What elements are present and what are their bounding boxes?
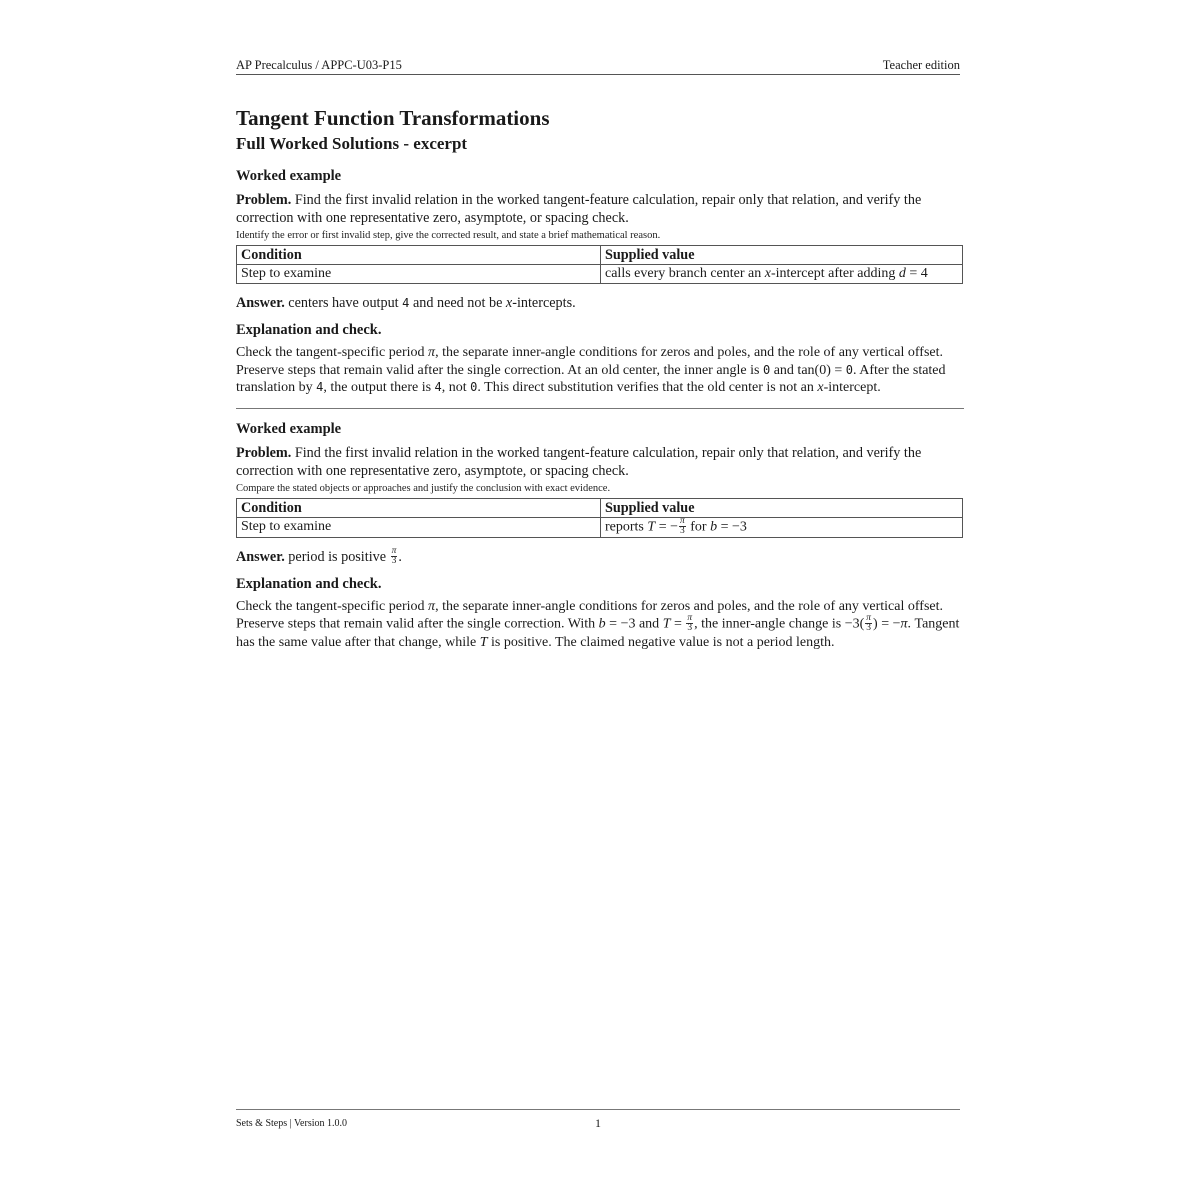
answer: Answer. period is positive $\frac{\pi}{3}$ . [236, 545, 402, 566]
section-divider [236, 408, 964, 409]
footer-version: Sets & Steps | Version 1.0.0 [236, 1118, 347, 1129]
explanation-label: Explanation and check. [236, 575, 382, 592]
instruction-text: Identify the error or first invalid step, give the corrected result, and state a brief mathematical reason. [236, 230, 661, 241]
explanation-text: Check the tangent-specific period π, the separate inner-angle conditions for zeros and poles, and the role of any vertical offset. Preserve steps that remain valid after the single correction. At an old center, the inner angle is 0 and tan(0) = 0. After the stated translation by 4, the output there is 4, not 0. This direct substitution verifies that the old center is not an x-intercept. [236, 345, 946, 395]
page-number: 1 [595, 1116, 601, 1130]
table-row [237, 265, 963, 284]
column-header: Supplied value [601, 498, 963, 517]
worked-example [236, 166, 964, 397]
course-code: AP Precalculus / APPC-U03-P15 [236, 58, 402, 72]
worked-example [236, 419, 964, 652]
condition-cell: Step to examine [237, 517, 601, 537]
problem-statement: Problem. Find the first invalid relation in the worked tangent-feature calculation, repair only that relation, and verify the correction with one representative zero, asymptote, or spacing check. [236, 444, 922, 479]
instruction-text: Compare the stated objects or approaches and justify the conclusion with exact evidence. [236, 482, 611, 494]
answer: Answer. centers have output 4 and need not be x-intercepts. [236, 295, 576, 311]
problem-statement: Problem. Find the first invalid relation in the worked tangent-feature calculation, repair only that relation, and verify the correction with one representative zero, asymptote, or spacing check. [236, 192, 922, 226]
condition-cell: Step to examine [237, 265, 601, 284]
document-body [236, 104, 964, 652]
page-footer [236, 1109, 960, 1130]
page-subtitle: Full Worked Solutions - excerpt [236, 134, 468, 153]
column-header: Supplied value [601, 246, 963, 265]
condition-table [236, 498, 963, 538]
example-label: Worked example [236, 420, 342, 437]
value-cell: calls every branch center an x-intercept after adding d = 4 [601, 265, 963, 284]
column-header: Condition [237, 498, 601, 517]
explanation-text: Check the tangent-specific period π, the separate inner-angle conditions for zeros and poles, and the role of any vertical offset. Preserve steps that remain valid after the single correction. With b = −3 and T = $\frac{\pi}{3}$ , the inner-angle change is −3( $\frac{\pi}{3}$ ) = −π. Tangent has the same value after that change, while T is positive. The claimed negative value is not a period length. [236, 598, 960, 651]
page-header [236, 58, 960, 75]
edition-label: Teacher edition [882, 58, 960, 72]
page-title: Tangent Function Transformations [236, 106, 550, 130]
value-cell: reports T = − $\frac{\pi}{3}$ for b = −3 [601, 517, 963, 537]
column-header: Condition [237, 246, 601, 265]
table-row [237, 517, 963, 537]
example-label: Worked example [236, 168, 342, 184]
condition-table [236, 245, 963, 284]
explanation-label: Explanation and check. [236, 322, 382, 338]
